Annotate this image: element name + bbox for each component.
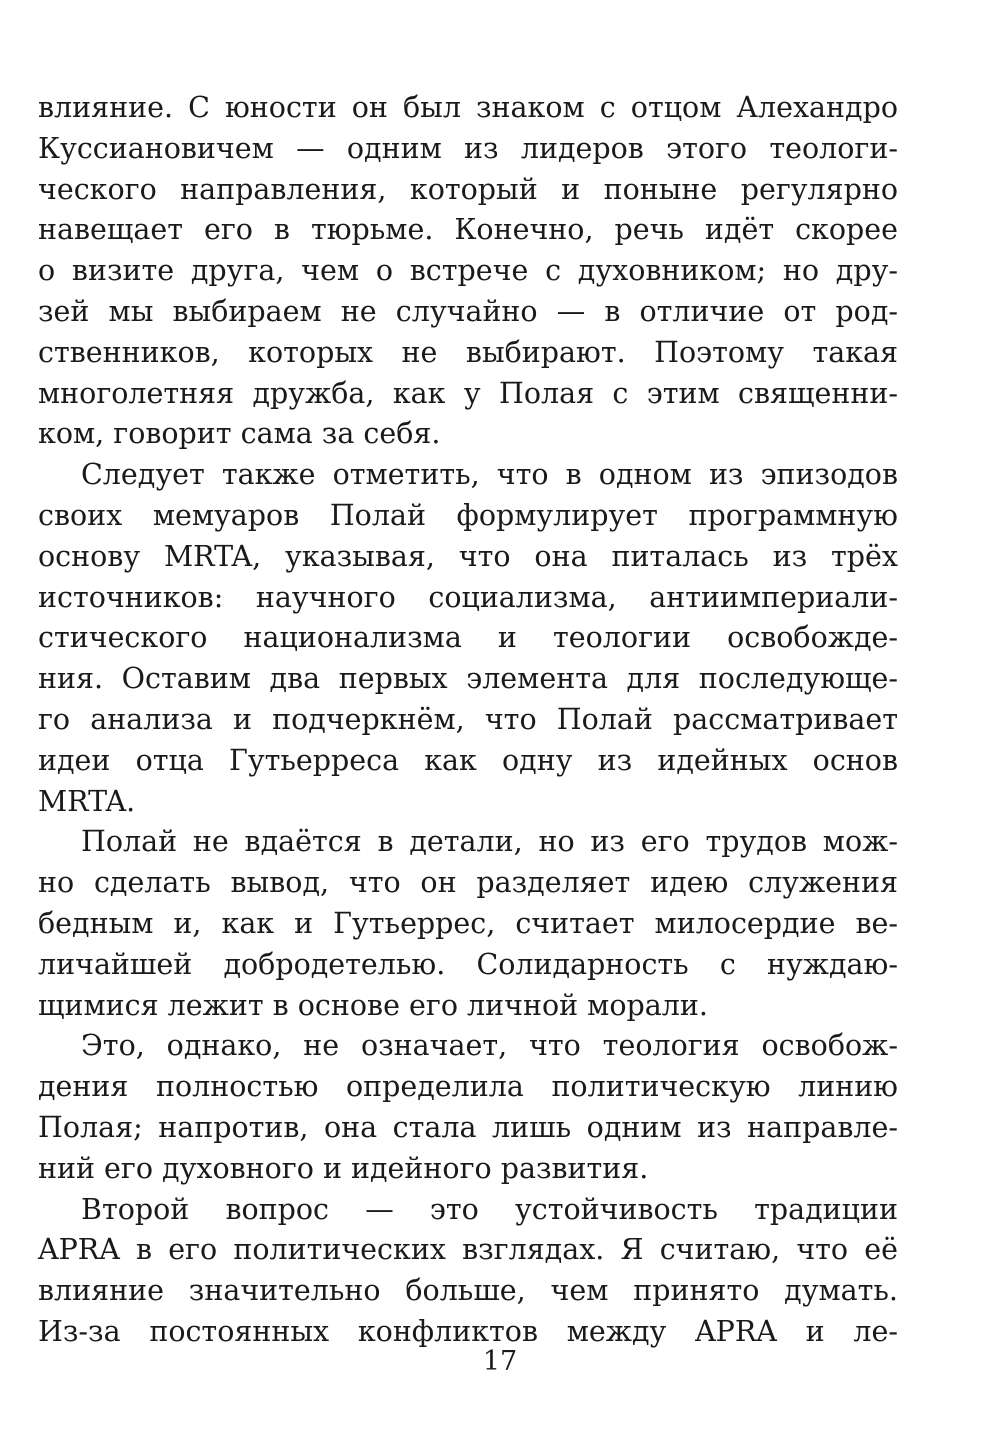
text-line: ком, говорит сама за себя. xyxy=(38,417,441,451)
text-line: Второй вопрос — это устойчивость традиции xyxy=(81,1192,898,1226)
text-line: бедным и, как и Гутьеррес, считает милосердие ве- xyxy=(38,906,898,940)
page-number: 17 xyxy=(482,1346,518,1377)
text-line: ний его духовного и идейного развития. xyxy=(38,1151,649,1185)
text-line: стического национализма и теологии освобожде- xyxy=(38,621,898,655)
text-line: о визите друга, чем о встрече с духовником; но дру- xyxy=(38,254,898,288)
text-line: го анализа и подчеркнём, что Полай рассматривает xyxy=(38,702,898,736)
text-line: многолетняя дружба, как у Полая с этим священни- xyxy=(38,376,898,410)
text-line: но сделать вывод, что он разделяет идею служения xyxy=(38,866,898,900)
text-line: источников: научного социализма, антиимпериали- xyxy=(38,580,898,614)
text-line: навещает его в тюрьме. Конечно, речь идёт скорее xyxy=(38,213,898,247)
text-line: идеи отца Гутьерреса как одну из идейных основ xyxy=(38,743,898,777)
text-line: основу MRTA, указывая, что она питалась из трёх xyxy=(38,539,898,573)
text-line: влияние. С юности он был знаком с отцом Алехандро xyxy=(38,91,898,124)
text-line: APRA в его политических взглядах. Я считаю, что её xyxy=(38,1233,898,1267)
text-line: зей мы выбираем не случайно — в отличие от род- xyxy=(38,294,898,328)
text-line: дения полностью определила политическую линию xyxy=(38,1070,898,1104)
text-line: своих мемуаров Полай формулирует программную xyxy=(38,498,898,532)
text-line: щимися лежит в основе его личной морали. xyxy=(38,988,708,1022)
paragraph xyxy=(38,822,898,1026)
text-line: Полай не вдаётся в детали, но из его трудов мож- xyxy=(81,825,898,859)
text-line: Это, однако, не означает, что теология освобож- xyxy=(81,1029,898,1063)
text-line: ственников, которых не выбирают. Поэтому такая xyxy=(38,335,898,369)
text-line: Куссиановичем — одним из лидеров этого теологи- xyxy=(38,131,898,165)
text-line: ческого направления, который и поныне регулярно xyxy=(38,172,898,206)
paragraph xyxy=(38,1026,898,1189)
text-line: Следует также отметить, что в одном из эпизодов xyxy=(81,458,898,492)
paragraph xyxy=(38,88,898,455)
text-line: влияние значительно больше, чем принято думать. xyxy=(38,1274,898,1308)
paragraph xyxy=(38,455,898,822)
paragraph xyxy=(38,1190,898,1353)
text-line: Из-за постоянных конфликтов между APRA и ле- xyxy=(38,1314,898,1348)
text-line: Полая; напротив, она стала лишь одним из направле- xyxy=(38,1110,898,1144)
text-line: ния. Оставим два первых элемента для последующе- xyxy=(38,662,898,696)
text-line: личайшей добродетелью. Солидарность с нуждаю- xyxy=(38,947,898,981)
body-text xyxy=(38,88,898,1353)
text-line: MRTA. xyxy=(38,784,136,818)
